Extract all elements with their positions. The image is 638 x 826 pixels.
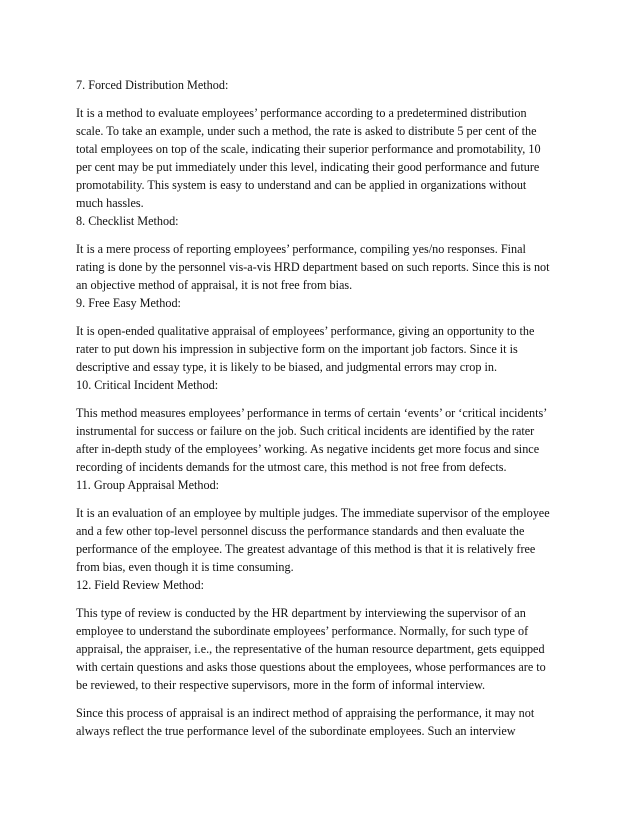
paragraph-spacer [76, 594, 576, 604]
section-heading: 7. Forced Distribution Method: [76, 78, 229, 92]
section-heading: 8. Checklist Method: [76, 214, 179, 228]
text-line: It is open-ended qualitative appraisal of employees’ performance, giving an opportunity to the [76, 324, 535, 338]
text-line: descriptive and essay type, it is likely to be biased, and judgmental errors may crop in. [76, 360, 498, 374]
text-line: appraisal, the appraiser, i.e., the representative of the human resource department, gets equipped [76, 642, 545, 656]
paragraph-spacer [76, 230, 576, 240]
document-body [76, 76, 576, 740]
paragraph [76, 104, 576, 212]
paragraph [76, 504, 576, 576]
text-line: total employees on top of the scale, indicating their superior performance and promotability, 10 [76, 142, 541, 156]
text-line: promotability. This system is easy to understand and can be applied in organizations without [76, 178, 527, 192]
text-line: scale. To take an example, under such a method, the rate is asked to distribute 5 per cent of the [76, 124, 537, 138]
paragraph-spacer [76, 312, 576, 322]
text-line: per cent may be put immediately under this level, indicating their good performance and future [76, 160, 540, 174]
section-heading: 12. Field Review Method: [76, 578, 204, 592]
text-line: after in-depth study of the employees’ working. As negative incidents get more focus and since [76, 442, 540, 456]
text-line: rater to put down his impression in subjective form on the important job factors. Since it is [76, 342, 518, 356]
section-heading: 10. Critical Incident Method: [76, 378, 219, 392]
text-line: much hassles. [76, 196, 144, 210]
paragraph [76, 404, 576, 476]
text-line: with certain questions and asks those questions about the employees, whose performances are to [76, 660, 546, 674]
text-line: This method measures employees’ performance in terms of certain ‘events’ or ‘critical incidents’ [76, 406, 548, 420]
paragraph [76, 704, 576, 740]
paragraph [76, 240, 576, 294]
text-line: Since this process of appraisal is an indirect method of appraising the performance, it may not [76, 706, 535, 720]
text-line: recording of incidents demands for the utmost care, this method is not free from defects. [76, 460, 507, 474]
paragraph [76, 322, 576, 376]
text-line: instrumental for success or failure on the job. Such critical incidents are identified by the rater [76, 424, 535, 438]
text-line: employee to understand the subordinate employees’ performance. Normally, for such type of [76, 624, 529, 638]
paragraph-spacer [76, 494, 576, 504]
text-line: and a few other top-level personnel discuss the performance standards and then evaluate the [76, 524, 525, 538]
text-line: It is a method to evaluate employees’ performance according to a predetermined distribution [76, 106, 527, 120]
text-line: This type of review is conducted by the HR department by interviewing the supervisor of an [76, 606, 526, 620]
text-line: rating is done by the personnel vis-a-vis HRD department based on such reports. Since this is not [76, 260, 550, 274]
paragraph [76, 604, 576, 694]
paragraph-spacer [76, 394, 576, 404]
paragraph-spacer [76, 694, 576, 704]
text-line: performance of the employee. The greatest advantage of this method is that it is relatively free [76, 542, 536, 556]
section-heading: 9. Free Easy Method: [76, 296, 181, 310]
text-line: It is an evaluation of an employee by multiple judges. The immediate supervisor of the employee [76, 506, 550, 520]
text-line: always reflect the true performance level of the subordinate employees. Such an interview [76, 724, 516, 738]
text-line: It is a mere process of reporting employees’ performance, compiling yes/no responses. Final [76, 242, 526, 256]
text-line: an objective method of appraisal, it is not free from bias. [76, 278, 353, 292]
paragraph-spacer [76, 94, 576, 104]
text-line: from bias, even though it is time consuming. [76, 560, 294, 574]
text-line: be reviewed, to their respective supervisors, more in the form of informal interview. [76, 678, 486, 692]
section-heading: 11. Group Appraisal Method: [76, 478, 220, 492]
